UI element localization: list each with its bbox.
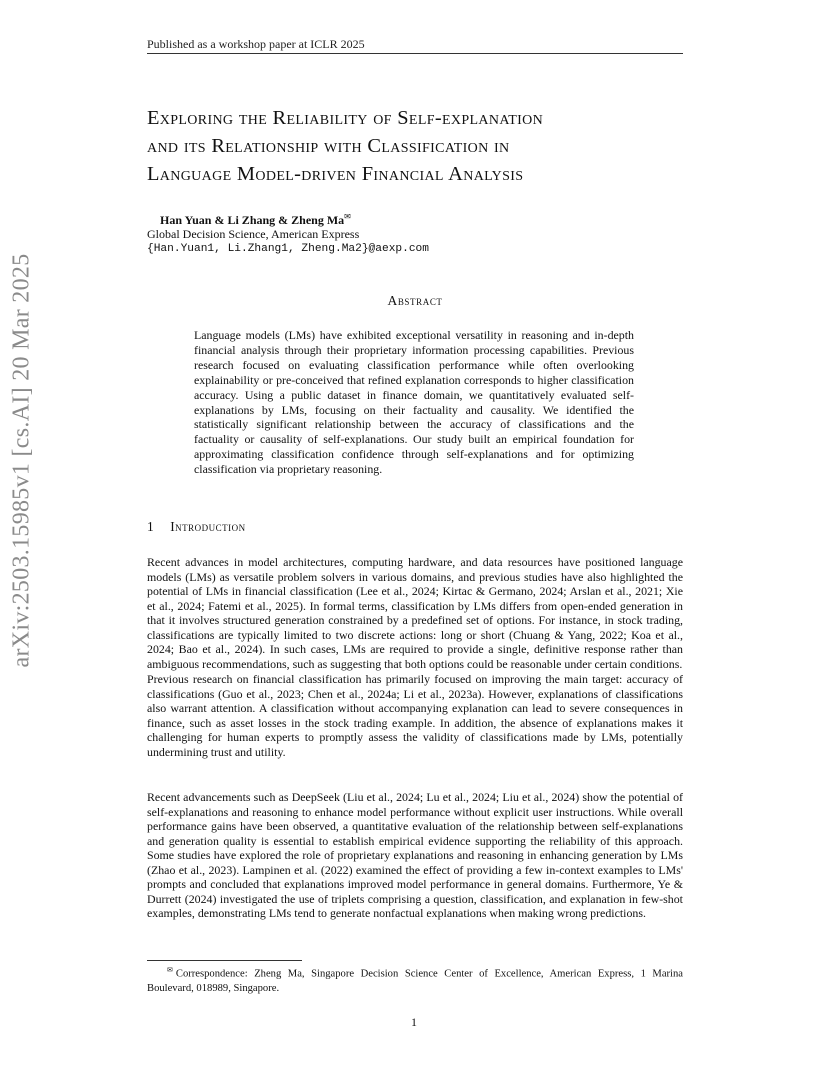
intro-paragraph-1: Recent advances in model architectures, computing hardware, and data resources have positioned language models (LMs) as versatile problem solvers in various domains, and previous studies have also highlighted the potential of LMs in financial classification (Lee et al., 2024; Kirtac & Germano, 2024; Arslan et al., 2021; Xie et al., 2024; Fatemi et al., 2025). In formal terms, classification by LMs differs from open-ended generation in that it involves structured generation constrained by a predefined set of options. For instance, in stock trading, classifications are typically limited to two discrete actions: long or short (Chuang & Yang, 2022; Koa et al., 2024; Bao et al., 2024). In such cases, LMs are required to provide a single, definitive response rather than ambiguous recommendations, such as suggesting that both options could be reasonable under certain conditions. — [147, 555, 683, 671]
section-number: 1 — [147, 519, 155, 534]
abstract-text: Language models (LMs) have exhibited exceptional versatility in reasoning and in-depth financial analysis through their proprietary information processing capabilities. Previous research focused on evaluating classification performance while often overlooking explainability or pre-conceived that refined explanation corresponds to higher classification accuracy. Using a public dataset in finance domain, we quantitatively evaluated self-explanations by LMs, focusing on their factuality and causality. We identified the statistically significant relationship between the accuracy of classifications and the factuality or causality of self-explanations. Our study built an empirical foundation for approximating classification confidence through self-explanations and for optimizing classification via proprietary reasoning. — [194, 328, 634, 477]
author-emails: {Han.Yuan1, Li.Zhang1, Zheng.Ma2}@aexp.com — [147, 243, 429, 255]
footnote-text: Correspondence: Zheng Ma, Singapore Decision Science Center of Excellence, American Express, 1 Marina Boulevard, 018989, Singapore. — [147, 968, 683, 995]
affiliation: Global Decision Science, American Express — [147, 227, 360, 241]
header-rule — [147, 53, 683, 54]
title-line-3: Language Model-driven Financial Analysis — [147, 163, 524, 185]
running-header: Published as a workshop paper at ICLR 2025 — [147, 37, 365, 51]
footnote-rule — [147, 960, 302, 961]
envelope-icon: ✉ — [344, 212, 351, 221]
author-list: Han Yuan & Li Zhang & Zheng Ma — [160, 213, 345, 227]
arxiv-stamp — [0, 253, 44, 667]
footnote — [147, 963, 683, 997]
arxiv-stamp-text: arXiv:2503.15985v1 [cs.AI] 20 Mar 2025 — [8, 253, 35, 667]
title-line-2: and its Relationship with Classification in — [147, 135, 510, 157]
section-title: Introduction — [170, 519, 246, 534]
abstract-heading: Abstract — [387, 293, 443, 308]
envelope-icon: ✉ — [167, 966, 173, 974]
section-heading-introduction — [147, 519, 246, 535]
page-number: 1 — [411, 1015, 417, 1029]
title-line-1: Exploring the Reliability of Self-explanation — [147, 107, 544, 129]
intro-paragraph-3: Recent advancements such as DeepSeek (Liu et al., 2024; Lu et al., 2024; Liu et al., 2024) show the potential of self-explanations and reasoning to enhance model performance without explicit user instructions. While overall performance gains have been observed, a quantitative evaluation of the relationship between self-explanations and generation quality is essential to establish empirical evidence supporting the reliability of this approach. Some studies have explored the role of proprietary explanations and reasoning in enhancing generation by LMs (Zhao et al., 2023). Lampinen et al. (2022) examined the effect of providing a few in-context examples to LMs' prompts and concluded that explanations improved model performance in general domains. Furthermore, Ye & Durrett (2024) investigated the use of triplets comprising a question, classification, and explanation in few-shot examples, demonstrating LMs tend to generate nonfactual explanations when making wrong predictions. — [147, 790, 683, 921]
paper-title — [147, 104, 692, 188]
intro-paragraph-2: Previous research on financial classification has primarily focused on improving the main target: accuracy of classifications (Guo et al., 2023; Chen et al., 2024a; Li et al., 2023a). However, explanations of classifications also warrant attention. A classification without accompanying explanation can lead to severe consequences in finance, such as asset losses in the stock trading example. In addition, the absence of explanations makes it challenging for human experts to promptly assess the validity of classifications made by LMs, potentially undermining trust and utility. — [147, 672, 683, 759]
